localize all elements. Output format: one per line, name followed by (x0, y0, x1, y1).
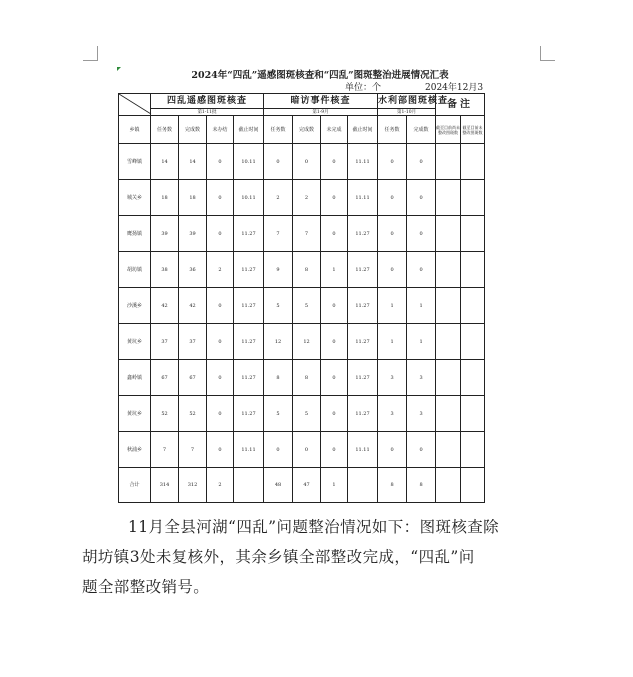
value-cell: 0 (207, 360, 234, 396)
table-row (119, 324, 485, 360)
value-cell: 36 (179, 252, 207, 288)
value-cell: 0 (321, 216, 348, 252)
note-cell (436, 252, 461, 288)
value-cell: 67 (179, 360, 207, 396)
value-cell: 0 (321, 324, 348, 360)
col-header: 任务数 (264, 116, 293, 144)
value-cell: 18 (151, 180, 179, 216)
value-cell: 5 (293, 288, 321, 324)
value-cell: 1 (407, 288, 436, 324)
value-cell: 0 (293, 432, 321, 468)
value-cell: 11.27 (234, 396, 264, 432)
value-cell: 8 (293, 360, 321, 396)
value-cell: 0 (321, 432, 348, 468)
col-header: 截止时间 (348, 116, 378, 144)
col-header: 未办结 (207, 116, 234, 144)
value-cell: 42 (179, 288, 207, 324)
paragraph-line-1: 11月全县河湖“四乱”问题整治情况如下：图斑核查除 (128, 518, 500, 536)
value-cell: 0 (407, 216, 436, 252)
cell-marker (117, 67, 121, 71)
value-cell: 12 (293, 324, 321, 360)
value-cell: 0 (407, 252, 436, 288)
value-cell: 8 (293, 252, 321, 288)
value-cell: 11.27 (348, 216, 378, 252)
period-ministry: 第1-10月 (378, 109, 436, 116)
value-cell: 0 (321, 288, 348, 324)
value-cell: 47 (293, 468, 321, 503)
value-cell: 8 (407, 468, 436, 503)
value-cell: 0 (207, 324, 234, 360)
note-cell (436, 468, 461, 503)
value-cell: 3 (407, 396, 436, 432)
value-cell: 2 (207, 468, 234, 503)
value-cell: 11.11 (348, 432, 378, 468)
total-row (119, 468, 485, 503)
value-cell: 7 (264, 216, 293, 252)
paragraph-line-3: 题全部整改销号。 (82, 578, 210, 596)
col-header: 完成数 (293, 116, 321, 144)
value-cell: 0 (378, 144, 407, 180)
value-cell: 0 (207, 396, 234, 432)
value-cell: 11.27 (348, 324, 378, 360)
value-cell: 14 (151, 144, 179, 180)
value-cell: 3 (407, 360, 436, 396)
value-cell: 39 (151, 216, 179, 252)
value-cell: 1 (378, 288, 407, 324)
value-cell: 1 (321, 252, 348, 288)
value-cell: 0 (264, 432, 293, 468)
summary-table (118, 93, 485, 503)
value-cell: 11.11 (348, 144, 378, 180)
value-cell: 10.11 (234, 144, 264, 180)
value-cell: 37 (151, 324, 179, 360)
value-cell: 1 (407, 324, 436, 360)
crop-mark-top-left (83, 46, 98, 61)
note-cell (436, 324, 461, 360)
period-remote-sensing: 第1-11批 (151, 109, 264, 116)
value-cell: 0 (378, 180, 407, 216)
note-cell (436, 432, 461, 468)
unit-label: 单位：个 (345, 83, 382, 93)
value-cell: 5 (264, 396, 293, 432)
note-cell (461, 180, 485, 216)
value-cell: 1 (321, 468, 348, 503)
group-header-remote-sensing: 四乱遥感图斑核查 (151, 94, 264, 109)
value-cell: 42 (151, 288, 179, 324)
col-header: 乡镇 (119, 116, 151, 144)
value-cell: 10.11 (234, 180, 264, 216)
value-cell: 0 (264, 144, 293, 180)
value-cell: 7 (293, 216, 321, 252)
note-cell (436, 288, 461, 324)
value-cell: 2 (264, 180, 293, 216)
town-name-cell: 黄坑乡 (119, 324, 151, 360)
col-header: 完成数 (179, 116, 207, 144)
value-cell: 7 (179, 432, 207, 468)
crop-mark-top-right (540, 46, 555, 61)
paragraph-line-2: 胡坊镇3处未复核外，其余乡镇全部整改完成，“四乱”问 (82, 548, 475, 566)
note-cell (461, 216, 485, 252)
note-cell (461, 432, 485, 468)
town-name-cell: 沙溪乡 (119, 288, 151, 324)
value-cell: 0 (378, 216, 407, 252)
value-cell: 67 (151, 360, 179, 396)
value-cell: 8 (264, 360, 293, 396)
value-cell: 2 (293, 180, 321, 216)
value-cell: 5 (293, 396, 321, 432)
value-cell: 0 (321, 360, 348, 396)
value-cell: 11.27 (348, 288, 378, 324)
note-cell (461, 324, 485, 360)
value-cell: 3 (378, 360, 407, 396)
note-cell (436, 180, 461, 216)
value-cell: 11.27 (234, 360, 264, 396)
town-name-cell: 合计 (119, 468, 151, 503)
table-row (119, 360, 485, 396)
value-cell: 11.27 (234, 216, 264, 252)
value-cell: 0 (207, 216, 234, 252)
col-header: 未完成 (321, 116, 348, 144)
value-cell: 14 (179, 144, 207, 180)
summary-paragraph (82, 512, 552, 602)
value-cell: 0 (207, 288, 234, 324)
value-cell: 0 (207, 144, 234, 180)
value-cell: 39 (179, 216, 207, 252)
period-undercover: 第1-9月 (264, 109, 378, 116)
value-cell: 0 (293, 144, 321, 180)
town-name-cell: 秋浦乡 (119, 432, 151, 468)
note-cell (461, 468, 485, 503)
note-cell (436, 396, 461, 432)
table-row (119, 288, 485, 324)
town-name-cell: 城关乡 (119, 180, 151, 216)
value-cell: 38 (151, 252, 179, 288)
value-cell: 3 (378, 396, 407, 432)
note-cell (436, 144, 461, 180)
table-title: 2024年“四乱”遥感图斑核查和“四乱”图斑整治进展情况汇表 (191, 70, 449, 81)
value-cell: 11.27 (348, 396, 378, 432)
table-row (119, 216, 485, 252)
col-header: 任务数 (151, 116, 179, 144)
value-cell: 52 (179, 396, 207, 432)
value-cell: 0 (321, 396, 348, 432)
value-cell: 1 (378, 324, 407, 360)
note-cell (461, 396, 485, 432)
town-name-cell: 鑫岭镇 (119, 360, 151, 396)
value-cell: 11.27 (234, 324, 264, 360)
note-sub-header: 截至目前未整改图斑数 (461, 116, 485, 144)
note-sub-header: 截至目前尚未整改图斑数 (436, 116, 461, 144)
col-header: 任务数 (378, 116, 407, 144)
value-cell: 11.27 (234, 288, 264, 324)
value-cell: 314 (151, 468, 179, 503)
note-cell (461, 288, 485, 324)
col-header: 完成数 (407, 116, 436, 144)
value-cell: 8 (378, 468, 407, 503)
value-cell: 0 (378, 252, 407, 288)
diagonal-header-cell (119, 94, 151, 116)
table-row (119, 432, 485, 468)
value-cell: 11.11 (348, 180, 378, 216)
table-row (119, 180, 485, 216)
note-cell (461, 252, 485, 288)
value-cell: 0 (378, 432, 407, 468)
value-cell: 0 (407, 180, 436, 216)
value-cell (348, 468, 378, 503)
value-cell: 2 (207, 252, 234, 288)
group-header-ministry: 水利部图斑核查 (378, 94, 436, 109)
date-label: 2024年12月3 (425, 83, 484, 93)
value-cell: 0 (407, 432, 436, 468)
group-header-undercover: 暗访事件核查 (264, 94, 378, 109)
value-cell: 0 (207, 180, 234, 216)
value-cell: 7 (151, 432, 179, 468)
note-cell (436, 360, 461, 396)
col-header: 截止时间 (234, 116, 264, 144)
value-cell: 37 (179, 324, 207, 360)
value-cell: 11.27 (234, 252, 264, 288)
note-cell (461, 360, 485, 396)
value-cell: 11.27 (348, 252, 378, 288)
table-row (119, 252, 485, 288)
note-cell (436, 216, 461, 252)
town-name-cell: 鹰扬镇 (119, 216, 151, 252)
value-cell: 5 (264, 288, 293, 324)
value-cell: 48 (264, 468, 293, 503)
value-cell: 0 (207, 432, 234, 468)
value-cell: 0 (407, 144, 436, 180)
value-cell: 9 (264, 252, 293, 288)
table-row (119, 144, 485, 180)
value-cell: 0 (321, 144, 348, 180)
value-cell: 12 (264, 324, 293, 360)
value-cell: 312 (179, 468, 207, 503)
town-name-cell: 黄坑乡 (119, 396, 151, 432)
value-cell: 52 (151, 396, 179, 432)
value-cell: 0 (321, 180, 348, 216)
town-name-cell: 胡坊镇 (119, 252, 151, 288)
value-cell: 11.11 (234, 432, 264, 468)
table-row (119, 396, 485, 432)
value-cell (234, 468, 264, 503)
note-header: 备注 (436, 94, 485, 116)
note-cell (461, 144, 485, 180)
value-cell: 18 (179, 180, 207, 216)
value-cell: 11.27 (348, 360, 378, 396)
town-name-cell: 雪峰镇 (119, 144, 151, 180)
